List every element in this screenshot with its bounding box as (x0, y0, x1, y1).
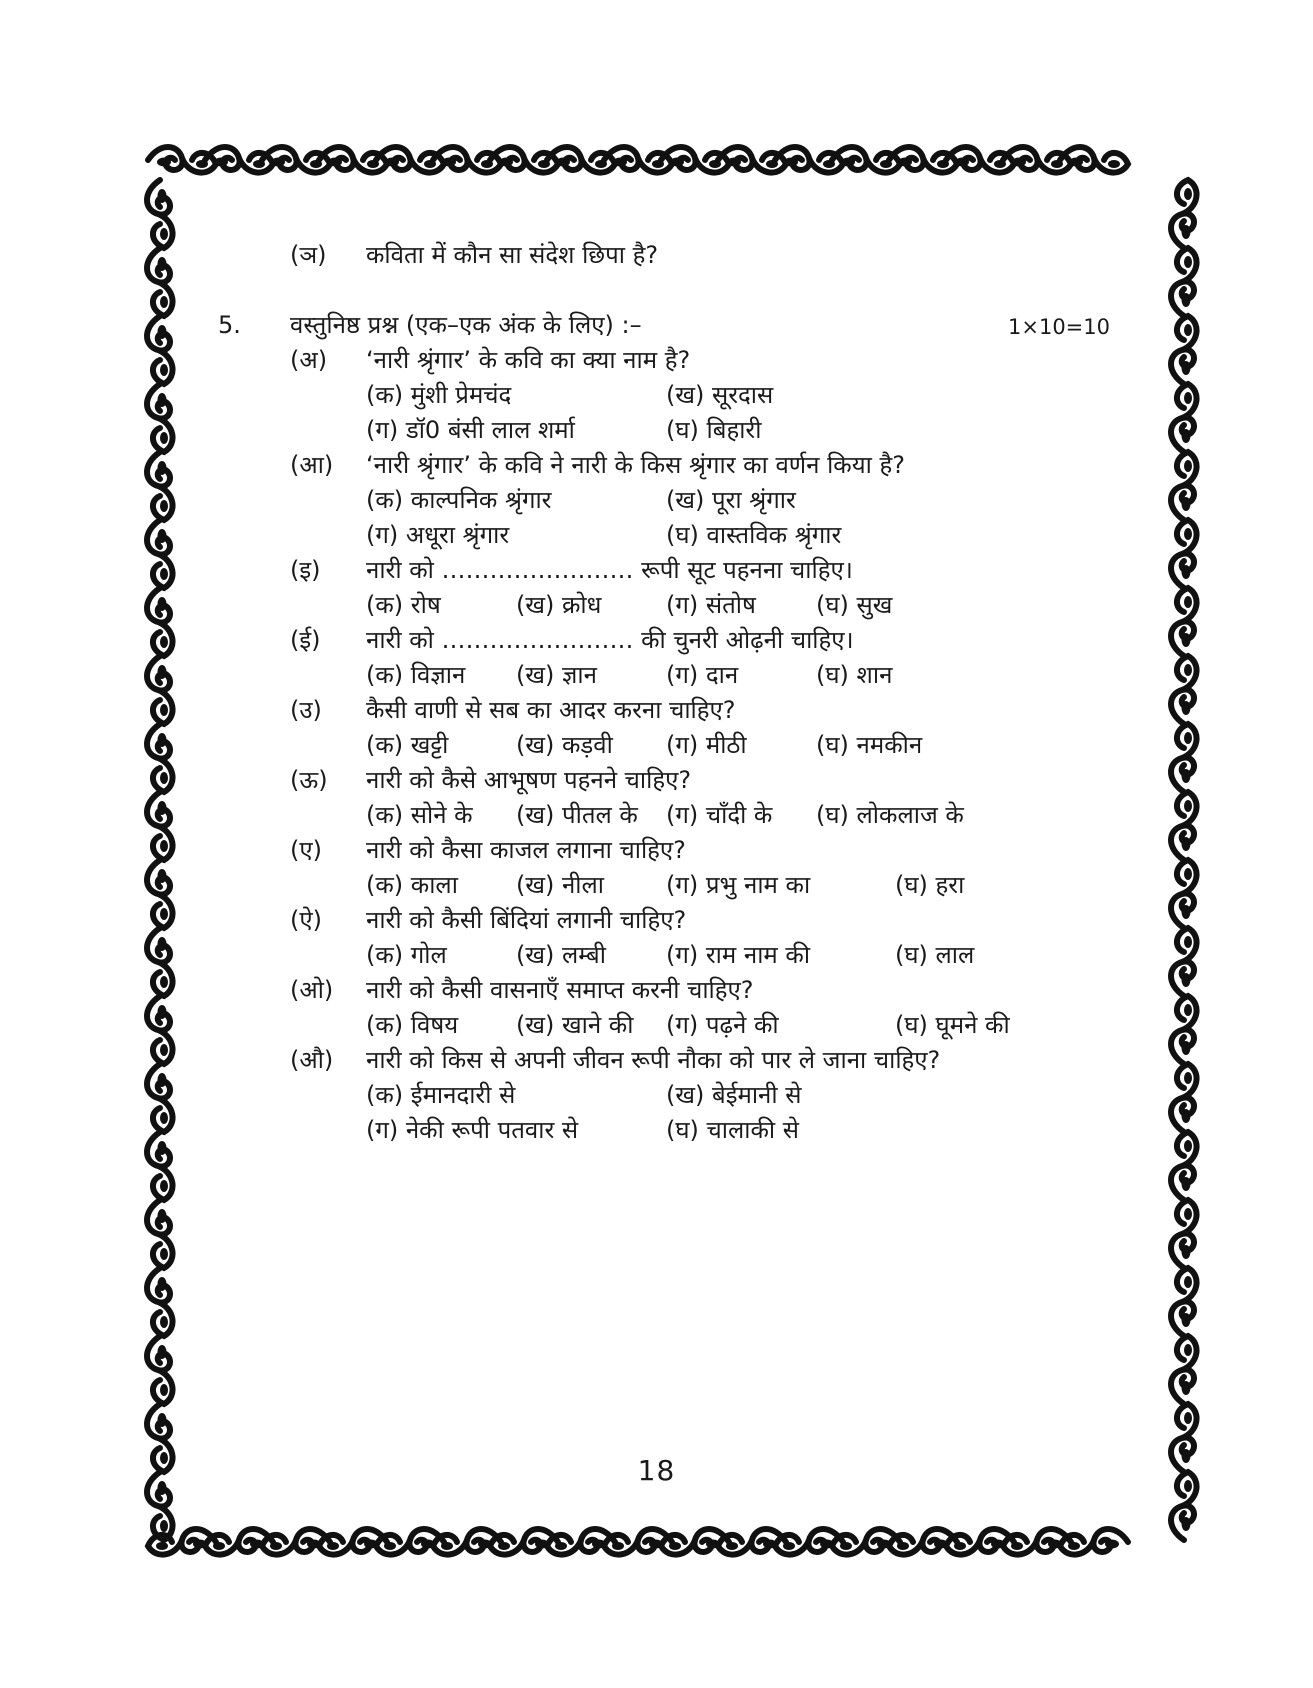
answer-option: (क) खट्टी (366, 731, 449, 759)
answer-option: (क) विज्ञान (366, 661, 466, 689)
border-ornament (147, 996, 173, 1064)
border-ornament (147, 724, 173, 792)
answer-option: (घ) सुख (816, 591, 893, 619)
question-label: (ऊ) (290, 766, 328, 794)
answer-option: (ख) ज्ञान (516, 661, 597, 689)
answer-option: (ख) लम्बी (516, 941, 606, 969)
answer-option: (ख) नीला (516, 871, 605, 899)
answer-option: (क) गोल (366, 941, 447, 969)
answer-option: (घ) लाल (895, 941, 975, 969)
border-ornament (1171, 1200, 1197, 1268)
question-text: नारी को कैसी वासनाएँ समाप्त करनी चाहिए? (366, 976, 754, 1004)
question-label: (ओ) (290, 976, 334, 1004)
answer-option: (ग) चाँदी के (666, 801, 773, 829)
question-text: कविता में कौन सा संदेश छिपा है? (366, 241, 659, 269)
answer-option: (ग) अधूरा श्रृंगार (366, 521, 510, 549)
border-ornament (147, 1268, 173, 1336)
answer-option: (ख) कड़वी (516, 731, 613, 759)
answer-option: (क) सोने के (366, 801, 473, 829)
page-number: 18 (637, 1454, 676, 1487)
answer-option: (ग) डॉ0 बंसी लाल शर्मा (366, 416, 575, 444)
border-ornament (147, 1336, 173, 1404)
question-text: नारी को कैसी बिंदियां लगानी चाहिए? (366, 906, 687, 934)
answer-option: (ख) सूरदास (666, 381, 774, 409)
answer-option: (घ) शान (816, 661, 893, 689)
border-ornament (1171, 1064, 1197, 1132)
question-label: (ञ) (290, 241, 327, 269)
answer-option: (क) ईमानदारी से (366, 1081, 516, 1109)
question-text: नारी को कैसे आभूषण पहनने चाहिए? (366, 766, 692, 794)
answer-option: (ग) मीठी (666, 731, 747, 759)
question-label: (ए) (290, 836, 322, 864)
border-ornament (1171, 792, 1197, 860)
answer-option: (ग) पढ़ने की (666, 1011, 779, 1039)
border-ornament (147, 1064, 173, 1132)
question-label: (उ) (290, 696, 322, 724)
question-text: कैसी वाणी से सब का आदर करना चाहिए? (366, 696, 736, 724)
answer-option: (क) मुंशी प्रेमचंद (366, 381, 512, 409)
answer-option: (क) काल्पनिक श्रृंगार (366, 486, 552, 514)
border-ornament (1171, 656, 1197, 724)
question-label: (आ) (290, 451, 334, 479)
answer-option: (घ) हरा (895, 871, 965, 899)
answer-option: (ग) दान (666, 661, 739, 689)
question-text: नारी को …………………… की चुनरी ओढ़नी चाहिए। (366, 626, 854, 654)
border-ornament (1171, 996, 1197, 1064)
answer-option: (क) काला (366, 871, 458, 899)
answer-option: (घ) लोकलाज के (816, 801, 964, 829)
border-ornament (147, 1132, 173, 1200)
border-ornament (147, 928, 173, 996)
border-ornament (1171, 1336, 1197, 1404)
answer-option: (ख) बेईमानी से (666, 1081, 802, 1109)
answer-option: (घ) बिहारी (666, 416, 762, 444)
section-number: 5. (218, 311, 241, 339)
border-ornament (1171, 724, 1197, 792)
border-ornament (147, 384, 173, 452)
border-ornament (147, 860, 173, 928)
answer-option: (ख) पीतल के (516, 801, 638, 829)
answer-option: (ख) पूरा श्रृंगार (666, 486, 796, 514)
answer-option: (ग) प्रभु नाम का (666, 871, 811, 899)
border-ornament (1171, 180, 1197, 248)
border-ornament (147, 1200, 173, 1268)
section-title: वस्तुनिष्ठ प्रश्न (एक–एक अंक के लिए) :– (290, 311, 642, 339)
border-ornament (1171, 928, 1197, 996)
answer-option: (ग) नेकी रूपी पतवार से (366, 1116, 579, 1144)
border-ornament (1171, 248, 1197, 316)
answer-option: (घ) वास्तविक श्रृंगार (666, 521, 842, 549)
border-ornament (147, 452, 173, 520)
answer-option: (घ) चालाकी से (666, 1116, 799, 1144)
answer-option: (घ) घूमने की (895, 1011, 1010, 1039)
border-ornament (147, 248, 173, 316)
question-label: (अ) (290, 346, 328, 374)
border-ornament (1171, 860, 1197, 928)
question-label: (इ) (290, 556, 321, 584)
answer-option: (क) विषय (366, 1011, 459, 1039)
question-text: नारी को कैसा काजल लगाना चाहिए? (366, 836, 686, 864)
border-ornament (147, 588, 173, 656)
question-text: ‘नारी श्रृंगार’ के कवि ने नारी के किस श्रृंगार का वर्णन किया है? (366, 451, 905, 479)
question-label: (ई) (290, 626, 321, 654)
border-ornament (1171, 316, 1197, 384)
question-label: (ऐ) (290, 906, 322, 934)
border-ornament (147, 180, 173, 248)
border-ornament (1171, 1268, 1197, 1336)
answer-option: (ग) संतोष (666, 591, 756, 619)
answer-option: (ग) राम नाम की (666, 941, 811, 969)
answer-option: (ख) खाने की (516, 1011, 634, 1039)
section-marks: 1×10=10 (1008, 315, 1110, 339)
border-ornament (1171, 384, 1197, 452)
border-ornament (147, 316, 173, 384)
border-ornament (1171, 520, 1197, 588)
border-ornament (1171, 1132, 1197, 1200)
border-ornament (147, 792, 173, 860)
border-ornament (147, 656, 173, 724)
answer-option: (क) रोष (366, 591, 441, 619)
question-label: (औ) (290, 1046, 334, 1074)
border-ornament (1171, 588, 1197, 656)
answer-option: (ख) क्रोध (516, 591, 602, 619)
question-text: ‘नारी श्रृंगार’ के कवि का क्या नाम है? (366, 346, 691, 374)
border-ornament (1171, 452, 1197, 520)
border-ornament (147, 520, 173, 588)
question-text: नारी को …………………… रूपी सूट पहनना चाहिए। (366, 556, 853, 584)
answer-option: (घ) नमकीन (816, 731, 923, 759)
question-text: नारी को किस से अपनी जीवन रूपी नौका को पार ले जाना चाहिए? (366, 1046, 941, 1074)
